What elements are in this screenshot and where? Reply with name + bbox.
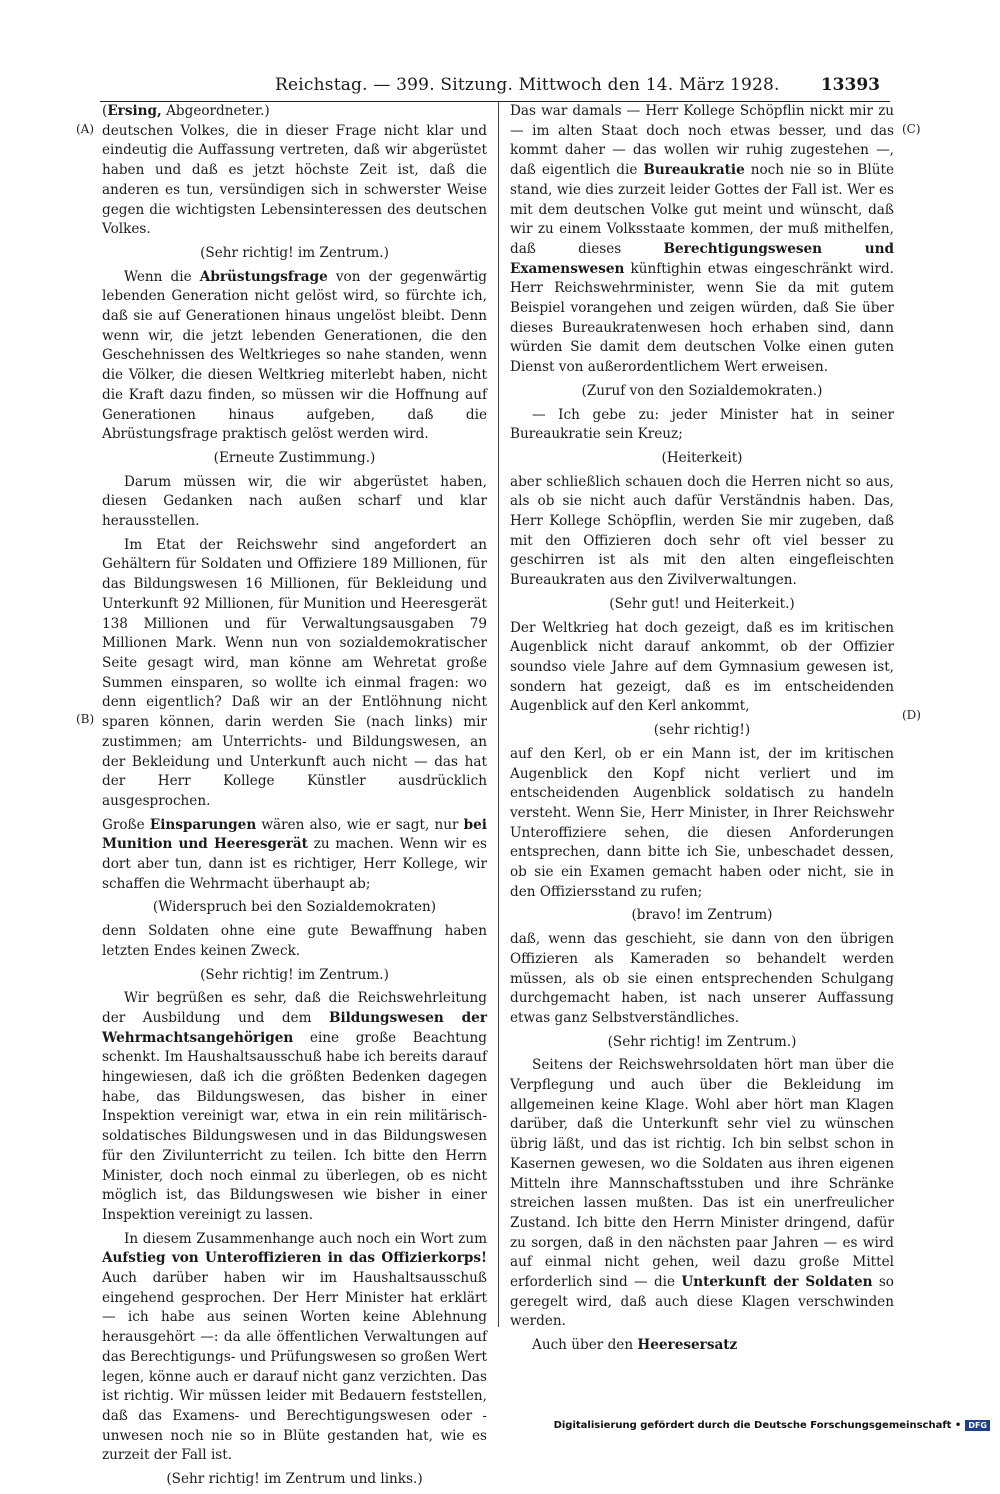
paragraph: In diesem Zusammenhange auch noch ein Wort zum Aufstieg von Unteroffizieren in das Offizierkorps! Auch darüber haben wir im Haushaltsausschuß eingehend gesprochen. Der Herr Minister hat erklärt — ich habe aus seinen Worten keine Ablehnung herausgehört —: da alle öffentlichen Verwaltungen auf das Berechtigungs- und Prüfungswesen so großen Wert legen, könne auch er darauf nicht ganz verzichten. Das ist richtig. Wir müssen leider mit Bedauern feststellen, daß das Examens- und Berechtigungswesen oder -unwesen noch nie so in Blüte gestanden hat, wie es zurzeit der Fall ist. [102,1230,487,1464]
dfg-logo: DFG [965,1420,990,1431]
paragraph: Im Etat der Reichswehr sind angefordert an Gehältern für Soldaten und Offiziere 189 Millionen, für das Bildungswesen 16 Millionen, für Bekleidung und Unterkunft 92 Millionen, für Munition und Heeresgerät 138 Millionen und für Verwaltungsausgaben 79 Millionen Mark. Wenn nun von sozialdemokratischer Seite gesagt wird, man könne am Wehretat große Summen einsparen, so wollte ich einmal fragen: wo denn eigentlich? Daß wir an der Entlöhnung nicht sparen können, darin werden Sie (nach links) mir zustimmen; am Unterrichts- und Bildungswesen, an der Bekleidung und Unterkunft auch nicht — das hat der Herr Kollege Künstler ausdrücklich ausgesprochen. [102,536,487,809]
interjection: (Sehr richtig! im Zentrum und links.) [166,1471,423,1488]
paragraph: Große Einsparungen wären also, wie er sagt, nur bei Munition und Heeresgerät zu machen. Wenn wir es dort aber tun, dann ist es richtiger, Herr Kollege, wir schaffen die Wehrmacht überhaupt ab; [102,816,487,892]
speaker-name: Ersing, [107,103,162,119]
interjection: (sehr richtig!) [653,722,751,739]
paragraph: deutschen Volkes, die in dieser Frage nicht klar und eindeutig die Auffassung vertreten, daß wir abgerüstet haben und daß es jetzt höchste Zeit ist, daß die anderen es tun, versündigen sich in schwerster Weise gegen die wichtigsten Lebensinteressen des deutschen Volkes. [102,122,487,238]
paragraph: Das war damals — Herr Kollege Schöpflin nickt mir zu — im alten Staat doch noch etwas besser, und das kommt daher — das wollen wir ruhig zugestehen —, daß eigentlich die Bureaukratie noch nie so in Blüte stand, wie dies zurzeit leider Gottes der Fall ist. Wer es mit dem deutschen Volke gut meint und wünscht, daß wir zu einem Volksstaate kommen, der muß mithelfen, daß dieses Berechtigungswesen und Examenswesen künftighin etwas eingeschränkt wird. Herr Reichswehrminister, wenn Sie da mit gutem Beispiel vorangehen und zeigen würden, daß Sie über dieses Bureaukratenwesen hoch erhaben sind, dann würden Sie damit dem deutschen Volke einen guten Dienst von außerordentlichem Wert erweisen. [510,103,894,376]
paragraph: Auch über den Heeresersatz [532,1337,738,1354]
interjection: (bravo! im Zentrum) [631,907,773,924]
margin-marker-d: (D) [902,708,921,722]
paragraph: Darum müssen wir, die wir abgerüstet haben, diesen Gedanken nach außen scharf und klar herausstellen. [102,473,487,530]
margin-marker-b: (B) [76,712,95,726]
paragraph: Wenn die Abrüstungsfrage von der gegenwärtig lebenden Generation nicht gelöst wird, so fürchte ich, daß sie auf Generationen hinaus ungelöst bleibt. Denn wenn wir, die jetzt lebenden Generationen, die den Geschehnissen des Weltkrieges so nahe standen, wenn die Völker, die diesen Weltkrieg miterlebt haben, nicht die Kraft dazu finden, so müssen wir die Hoffnung auf Generationen hinaus aufgeben, daß die Abrüstungsfrage praktisch gelöst werden wird. [102,268,488,443]
paragraph: Wir begrüßen es sehr, daß die Reichswehrleitung der Ausbildung und dem Bildungswesen der Wehrmachtsangehörigen eine große Beachtung schenkt. Im Haushaltsausschuß habe ich bereits darauf hingewiesen, daß ich die größten Bedenken dagegen habe, das Bildungswesen, das bisher in einer Inspektion vereinigt war, etwa in ein rein militärisch-soldatisches Bildungswesen und in das Bildungswesen für den Zivilunterricht zu teilen. Ich bitte den Herrn Minister, doch noch einmal zu überlegen, ob es nicht möglich ist, das Bildungswesen wie bisher in einer Inspektion vereinigt zu lassen. [102,990,487,1223]
speaker-line: (Ersing, Abgeordneter.) [102,103,270,119]
page-header [100,75,890,102]
interjection: (Zuruf von den Sozialdemokraten.) [581,382,823,399]
paragraph: denn Soldaten ohne eine gute Bewaffnung haben letzten Endes keinen Zweck. [102,923,487,959]
margin-marker-c: (C) [902,122,921,136]
footer-text: Digitalisierung gefördert durch die Deutsche Forschungsgemeinschaft • [553,1420,962,1431]
interjection: (Widerspruch bei den Sozialdemokraten) [152,899,437,916]
paragraph: — Ich gebe zu: jeder Minister hat in seiner Bureaukratie sein Kreuz; [510,406,894,443]
column-divider [498,102,499,1327]
interjection: (Heiterkeit) [661,449,743,466]
paragraph: aber schließlich schauen doch die Herren nicht so aus, als ob sie nicht auch dafür Verständnis haben. Das, Herr Kollege Schöpflin, werden Sie mir zugeben, daß mit den Offizieren doch sehr oft viel besser zu geschirren ist als mit den alten eingefleischten Bureaukraten aus den Zivilverwaltungen. [510,473,894,589]
page-number: 13393 [820,75,880,95]
footer-credit [554,1420,990,1431]
interjection: (Sehr richtig! im Zentrum.) [200,244,389,261]
paragraph: Der Weltkrieg hat doch gezeigt, daß es im kritischen Augenblick nicht darauf ankommt, ob der Offizier soundso viele Jahre auf dem Gymnasium gewesen ist, sondern hat gezeigt, daß es im entscheidenden Augenblick auf den Kerl ankommt, [510,619,894,715]
left-column [102,102,487,1494]
speaker-role: Abgeordneter.) [166,103,270,119]
header-title: Reichstag. — 399. Sitzung. Mittwoch den 14. März 1928. [275,75,780,95]
paragraph: daß, wenn das geschieht, sie dann von den übrigen Offizieren als Kameraden so behandelt werden müssen, als ob sie einen entsprechenden Schulgang durchgemacht haben, ist nach unserer Auffassung etwas ganz Selbstverständliches. [510,931,894,1026]
interjection: (Sehr richtig! im Zentrum.) [200,966,389,983]
interjection: (Erneute Zustimmung.) [213,449,376,466]
right-column [510,102,894,1360]
margin-marker-a: (A) [76,122,95,136]
paragraph: auf den Kerl, ob er ein Mann ist, der im kritischen Augenblick den Kopf nicht verliert und im entscheidenden Augenblick soldatisch zu handeln versteht. Wenn Sie, Herr Minister, in Ihrer Reichswehr Unteroffiziere sehen, die diesen Anforderungen entsprechen, dann bitte ich Sie, unbeschadet dessen, ob sie ein Examen gemacht haben oder nicht, sie in den Offiziersstand zu rufen; [510,745,894,900]
paragraph: Seitens der Reichswehrsoldaten hört man über die Verpflegung und auch über die Bekleidung im allgemeinen keine Klage. Wohl aber hört man Klagen darüber, daß die Unterkunft sehr viel zu wünschen übrig läßt, und das ist richtig. Ich bin selbst schon in Kasernen gewesen, wo die Soldaten aus ihren eigenen Mitteln ihre Mannschaftsstuben und ihre Schränke streichen lassen mußten. Das ist ein unerfreulicher Zustand. Ich bitte den Herrn Minister dringend, dafür zu sorgen, daß in den nächsten paar Jahren — es wird auf einmal nicht gehen, weil dazu große Mittel erforderlich sind — die Unterkunft der Soldaten so geregelt wird, daß auch diese Klagen verschwinden werden. [510,1057,894,1330]
interjection: (Sehr richtig! im Zentrum.) [607,1033,797,1050]
interjection: (Sehr gut! und Heiterkeit.) [609,595,795,612]
